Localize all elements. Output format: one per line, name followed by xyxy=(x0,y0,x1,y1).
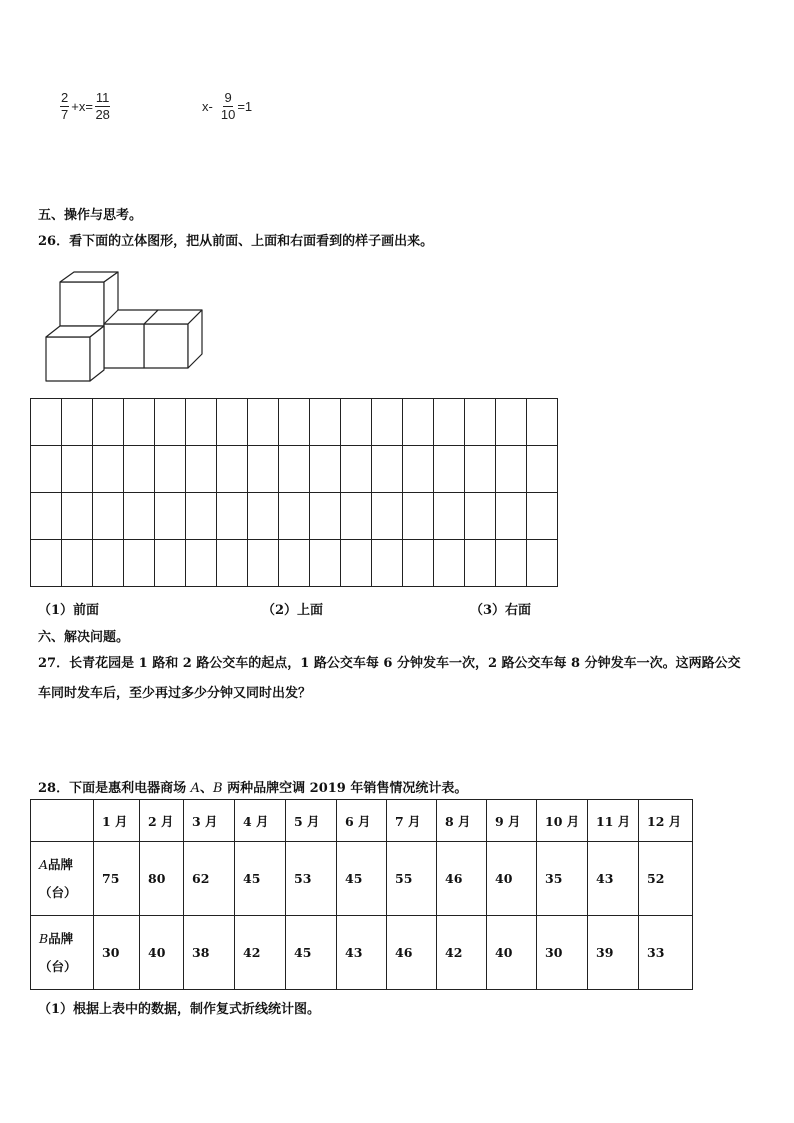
grid-cell xyxy=(403,399,434,446)
fraction: $\frac{11}{28}$ xyxy=(95,90,110,122)
grid-cell xyxy=(434,399,465,446)
month-header: 3 月 xyxy=(184,800,235,842)
grid-cell xyxy=(93,493,124,540)
section-five-heading: 五、操作与思考。 xyxy=(38,208,143,223)
grid-cell xyxy=(465,540,496,587)
grid-cell xyxy=(434,493,465,540)
grid-cell xyxy=(496,540,527,587)
month-header: 9 月 xyxy=(487,800,537,842)
grid-cell xyxy=(217,399,248,446)
equation-1: $\frac{2}{7}$ +x= $\frac{11}{28}$ xyxy=(61,90,110,122)
month-header: 8 月 xyxy=(437,800,487,842)
cube-figure xyxy=(40,270,210,385)
label-top-view: （2）上面 xyxy=(262,603,324,618)
table-cell: 42 xyxy=(235,916,286,990)
question-28-sub1: （1）根据上表中的数据，制作复式折线统计图。 xyxy=(38,1002,321,1017)
grid-cell xyxy=(310,540,341,587)
grid-cell xyxy=(279,540,310,587)
grid-row xyxy=(31,493,558,540)
grid-cell xyxy=(155,493,186,540)
cube-face xyxy=(104,324,144,368)
table-cell: 45 xyxy=(235,842,286,916)
grid-cell xyxy=(465,446,496,493)
grid-row xyxy=(31,446,558,493)
month-header: 10 月 xyxy=(537,800,588,842)
grid-cell xyxy=(62,399,93,446)
grid-cell xyxy=(310,446,341,493)
table-cell: 45 xyxy=(286,916,337,990)
grid-cell xyxy=(372,399,403,446)
grid-cell xyxy=(279,446,310,493)
brand-b-label: B品牌 （台） xyxy=(31,916,94,990)
table-cell: 42 xyxy=(437,916,487,990)
grid-cell xyxy=(217,540,248,587)
grid-cell xyxy=(341,399,372,446)
table-cell: 43 xyxy=(588,842,639,916)
grid-cell xyxy=(62,493,93,540)
table-cell: 30 xyxy=(94,916,140,990)
grid-cell xyxy=(248,446,279,493)
table-cell: 40 xyxy=(487,916,537,990)
grid-cell xyxy=(403,540,434,587)
table-cell: 46 xyxy=(437,842,487,916)
month-header: 5 月 xyxy=(286,800,337,842)
table-cell: 35 xyxy=(537,842,588,916)
grid-cell xyxy=(93,399,124,446)
grid-cell xyxy=(124,493,155,540)
table-corner-cell xyxy=(31,800,94,842)
grid-cell xyxy=(217,446,248,493)
table-cell: 53 xyxy=(286,842,337,916)
table-cell: 45 xyxy=(337,842,387,916)
month-header: 7 月 xyxy=(387,800,437,842)
table-header-row xyxy=(31,800,693,842)
grid-cell xyxy=(155,399,186,446)
table-cell: 30 xyxy=(537,916,588,990)
table-cell: 43 xyxy=(337,916,387,990)
grid-cell xyxy=(31,540,62,587)
grid-cell xyxy=(186,493,217,540)
grid-cell xyxy=(62,540,93,587)
grid-cell xyxy=(403,493,434,540)
fraction: $\frac{9}{10}$ xyxy=(220,90,236,122)
grid-cell xyxy=(186,446,217,493)
question-26: 26．看下面的立体图形，把从前面、上面和右面看到的样子画出来。 xyxy=(38,234,434,249)
grid-cell xyxy=(496,446,527,493)
grid-cell xyxy=(279,493,310,540)
grid-cell xyxy=(465,399,496,446)
grid-cell xyxy=(372,446,403,493)
table-cell: 38 xyxy=(184,916,235,990)
grid-cell xyxy=(310,493,341,540)
table-cell: 80 xyxy=(140,842,184,916)
cube-face xyxy=(60,282,104,326)
grid-cell xyxy=(403,446,434,493)
grid-cell xyxy=(124,399,155,446)
table-cell: 39 xyxy=(588,916,639,990)
brand-a-label: A品牌 （台） xyxy=(31,842,94,916)
grid-cell xyxy=(93,446,124,493)
grid-row xyxy=(31,399,558,446)
grid-cell xyxy=(341,493,372,540)
question-27-line2: 车同时发车后，至少再过多少分钟又同时出发？ xyxy=(38,686,312,701)
section-six-heading: 六、解决问题。 xyxy=(38,630,130,645)
grid-cell xyxy=(155,446,186,493)
grid-cell xyxy=(124,446,155,493)
cube-face xyxy=(144,324,188,368)
sales-table xyxy=(30,799,693,990)
table-cell: 40 xyxy=(140,916,184,990)
table-cell: 62 xyxy=(184,842,235,916)
grid-cell xyxy=(248,399,279,446)
grid-cell xyxy=(434,446,465,493)
grid-cell xyxy=(31,399,62,446)
grid-cell xyxy=(248,493,279,540)
grid-cell xyxy=(31,446,62,493)
grid-cell xyxy=(527,399,558,446)
grid-cell xyxy=(31,493,62,540)
month-header: 4 月 xyxy=(235,800,286,842)
grid-cell xyxy=(372,493,403,540)
table-row xyxy=(31,916,693,990)
drawing-grid xyxy=(30,398,558,587)
grid-cell xyxy=(372,540,403,587)
month-header: 12 月 xyxy=(639,800,693,842)
grid-cell xyxy=(279,399,310,446)
label-front-view: （1）前面 xyxy=(38,603,100,618)
fraction: $\frac{2}{7}$ xyxy=(61,90,69,122)
table-cell: 52 xyxy=(639,842,693,916)
cube-face xyxy=(46,337,90,381)
month-header: 11 月 xyxy=(588,800,639,842)
grid-cell xyxy=(341,540,372,587)
grid-cell xyxy=(62,446,93,493)
label-right-view: （3）右面 xyxy=(470,603,532,618)
grid-cell xyxy=(186,399,217,446)
grid-cell xyxy=(155,540,186,587)
equation-2: x- $\frac{9}{10}$ =1 xyxy=(202,90,253,122)
grid-cell xyxy=(186,540,217,587)
grid-cell xyxy=(93,540,124,587)
table-cell: 33 xyxy=(639,916,693,990)
grid-cell xyxy=(248,540,279,587)
grid-cell xyxy=(527,540,558,587)
grid-cell xyxy=(434,540,465,587)
question-27-line1: 27．长青花园是 1 路和 2 路公交车的起点，1 路公交车每 6 分钟发车一次，2 路公交车每 8 分钟发车一次。这两路公交 xyxy=(38,656,741,671)
question-28: 28．下面是惠利电器商场 A、B 两种品牌空调 2019 年销售情况统计表。 xyxy=(38,781,468,796)
month-header: 6 月 xyxy=(337,800,387,842)
table-row xyxy=(31,842,693,916)
grid-cell xyxy=(465,493,496,540)
table-cell: 75 xyxy=(94,842,140,916)
grid-cell xyxy=(217,493,248,540)
grid-cell xyxy=(310,399,341,446)
grid-cell xyxy=(496,399,527,446)
grid-cell xyxy=(341,446,372,493)
table-cell: 46 xyxy=(387,916,437,990)
grid-row xyxy=(31,540,558,587)
table-cell: 55 xyxy=(387,842,437,916)
month-header: 1 月 xyxy=(94,800,140,842)
grid-cell xyxy=(496,493,527,540)
month-header: 2 月 xyxy=(140,800,184,842)
grid-cell xyxy=(527,493,558,540)
grid-cell xyxy=(124,540,155,587)
grid-cell xyxy=(527,446,558,493)
table-cell: 40 xyxy=(487,842,537,916)
